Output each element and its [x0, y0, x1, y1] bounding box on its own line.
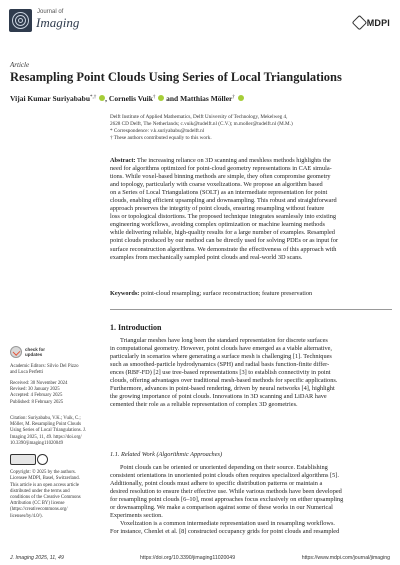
date-revised: Revised: 30 January 2025	[10, 387, 60, 393]
orcid-icon[interactable]	[238, 95, 244, 101]
correspondence-line: * Correspondence: v.k.suriyababu@tudelft.nl	[110, 128, 205, 134]
abstract-line: need for algorithms optimized for point-cloud geometry representations in CAE simula-	[110, 165, 332, 173]
keywords	[110, 290, 392, 297]
body-line: ences (RBF-FD) [2] use tree-based representations [3] to establish connectivity in point	[110, 369, 331, 377]
author-name[interactable]: Vijai Kumar Suriyababu	[10, 94, 91, 103]
body-line: the growing importance of point clouds. Innovations in 3D scanning and LiDAR have	[110, 393, 327, 401]
abstract-line: loss or topological distortions. The proposed technique integrates seamlessly into existing	[110, 213, 337, 221]
body-line: Additionally, point clouds must adhere to specific distribution patterns or maintain a	[110, 480, 323, 488]
copyright-line: Attribution (CC BY) license	[10, 501, 65, 507]
related-work-paragraph	[110, 464, 392, 536]
mdpi-mark-icon	[352, 15, 367, 30]
cc-license-logo[interactable]	[10, 454, 48, 465]
abstract-line: examples from mechanically sampled point clouds and real-world 3D scans.	[110, 253, 303, 261]
body-line: Furthermore, advances in point-based rendering, driven by neural networks [4], highlight	[110, 385, 335, 393]
body-line: Experiments section.	[110, 512, 163, 520]
article-type: Article	[10, 61, 30, 69]
subsection-heading: 1.1. Related Work (Algorithmic Approaches)	[110, 451, 223, 458]
date-published: Published: 8 February 2025	[10, 399, 64, 405]
abstract-line: and topology, particularly with coarse voxelizations. We propose an algorithm based	[110, 181, 323, 189]
affiliation-line: 2628 CD Delft, The Netherlands; c.vuik@tudelft.nl (C.V.); m.moller@tudelft.nl (M.M.)	[110, 121, 293, 127]
copyright-block	[10, 452, 102, 520]
author-name[interactable]: and Matthias Möller	[166, 94, 233, 103]
cc-by-icon	[37, 454, 48, 465]
copyright-line: Licensee MDPI, Basel, Switzerland.	[10, 476, 80, 482]
editors-line: and Luca Perfetti	[10, 370, 44, 376]
journal-site-link[interactable]: https://www.mdpi.com/journal/jimaging	[301, 555, 390, 561]
date-received: Received: 30 November 2024	[10, 381, 68, 386]
body-line: cemented their role as a reliable representation of complex 3D geometries.	[110, 401, 298, 409]
affiliation-line: Delft Institute of Applied Mathematics, Delft University of Technology, Mekelweg 4,	[110, 114, 288, 120]
section-heading: 1. Introduction	[110, 323, 162, 332]
journal-logo[interactable]	[9, 7, 91, 37]
doi-link[interactable]: https://doi.org/10.3390/jimaging11020049	[140, 555, 236, 561]
body-line: particularly in scenarios where generating a surface mesh is challenging [1]. Techniques	[110, 353, 332, 361]
body-line: desired resolution to ensure their effective use. While various methods have been developed	[110, 488, 342, 496]
author-marker: †	[152, 95, 156, 100]
section-divider	[110, 309, 392, 310]
abstract-line: while delivering reliable, high-quality results for a large number of examples. Resampled	[110, 229, 335, 237]
publisher-name: MDPI	[366, 17, 390, 28]
body-line: For instance, Chenlei et al. [8] constructed occupancy grids for point clouds and resampled	[110, 528, 340, 536]
author-list: Vijai Kumar Suriyababu*,† , Cornelis Vuik† and Matthias Möller†	[10, 94, 390, 103]
cc-icon	[10, 454, 36, 465]
citation-line: Using Series of Local Triangulations. J.	[10, 428, 87, 434]
abstract-line: on a Series of Local Triangulations (SOLT) as an intermediate representation for point	[110, 189, 328, 197]
license-link[interactable]: licenses/by/4.0/).	[10, 513, 43, 519]
body-line: clouds, offering advantages over traditional mesh-based methods for specific applications.	[110, 377, 338, 385]
abstract-line: tions. While voxel-based binning methods are simple, they often compromise geometry	[110, 173, 331, 181]
abstract-line: point clouds produced by our method can be directly used for solving PDEs or as input for	[110, 237, 339, 245]
academic-editors	[10, 364, 102, 376]
citation-line[interactable]: Imaging 2025, 11, 49. https://doi.org/	[10, 434, 82, 440]
affiliations	[110, 114, 390, 142]
abstract-line: engineering workflows, avoiding complex optimization or machine learning methods	[110, 221, 325, 229]
publisher-logo[interactable]	[354, 15, 390, 30]
journal-reference: J. Imaging 2025, 11, 49	[10, 555, 64, 561]
orcid-icon[interactable]	[158, 95, 164, 101]
copyright-line: Copyright: © 2025 by the authors.	[10, 470, 76, 476]
copyright-line: distributed under the terms and	[10, 488, 70, 494]
author-marker: †	[232, 95, 235, 100]
body-line: or downsampling. We make a comparison against some of these works in our Numerical	[110, 504, 333, 512]
citation-block	[10, 416, 102, 447]
editors-line: Academic Editors: Silvio Del Pizzo	[10, 364, 79, 369]
paper-title: Resampling Point Clouds Using Series of Local Triangulations	[10, 70, 342, 84]
abstract-line: clouds, enabling efficient upsampling and downsampling. This robust and straightforward	[110, 197, 337, 205]
keywords-text: point-cloud resampling; surface reconstruction; feature preservation	[140, 290, 313, 297]
copyright-line: conditions of the Creative Commons	[10, 495, 81, 501]
journal-name: Imaging	[36, 15, 80, 30]
copyright-line: This article is an open access article	[10, 482, 79, 488]
publication-dates	[10, 381, 102, 406]
author-marker: *,†	[90, 95, 97, 100]
orcid-icon[interactable]	[99, 95, 105, 101]
body-line: in computational geometry. However, point clouds have emerged as a viable alternative,	[110, 345, 332, 353]
check-for-updates-badge[interactable]	[10, 345, 70, 359]
date-accepted: Accepted: 4 February 2025	[10, 393, 63, 399]
check-updates-icon	[10, 346, 22, 358]
equal-contribution-note: † These authors contributed equally to this work.	[110, 135, 212, 141]
body-line: Triangular meshes have long been the standard representation for discrete surfaces	[120, 337, 328, 344]
abstract-label: Abstract:	[110, 157, 136, 164]
citation-line[interactable]: 10.3390/jimaging11020049	[10, 440, 63, 446]
body-line: Point clouds can be oriented or unoriented depending on their source. Establishing	[120, 464, 328, 471]
body-line: consistent orientations in unoriented point clouds often requires specialized algorithms [5].	[110, 472, 339, 480]
intro-paragraph	[110, 337, 392, 409]
body-line: Voxelization is a common intermediate representation used in resampling workflows.	[120, 520, 335, 528]
keywords-label: Keywords:	[110, 290, 140, 297]
author-name[interactable]: Cornelis Vuik	[108, 94, 153, 103]
abstract-line: surface reconstruction algorithms. We demonstrate the effectiveness of this approach with	[110, 245, 337, 253]
body-line: for resampling point clouds [6–10], most approaches focus exclusively on either upsampling	[110, 496, 344, 504]
abstract-line: approach preserves the integrity of point clouds, ensuring resampling without feature	[110, 205, 325, 213]
citation-line: Möller, M. Resampling Point Clouds	[10, 422, 81, 428]
license-link[interactable]: (https://creativecommons.org/	[10, 507, 68, 513]
abstract	[110, 157, 392, 262]
journal-of-label: Journal of	[37, 9, 64, 15]
body-line: such as smoothed-particle hydrodynamics (SPH) and radial basis function-finite differ-	[110, 361, 330, 369]
journal-logo-icon	[9, 9, 32, 32]
citation-line: Citation: Suriyababu, V.K.; Vuik, C.;	[10, 416, 81, 421]
abstract-line: The increasing reliance on 3D scanning and meshless methods highlights the	[137, 157, 331, 164]
check-updates-label: check for updates	[25, 347, 46, 357]
